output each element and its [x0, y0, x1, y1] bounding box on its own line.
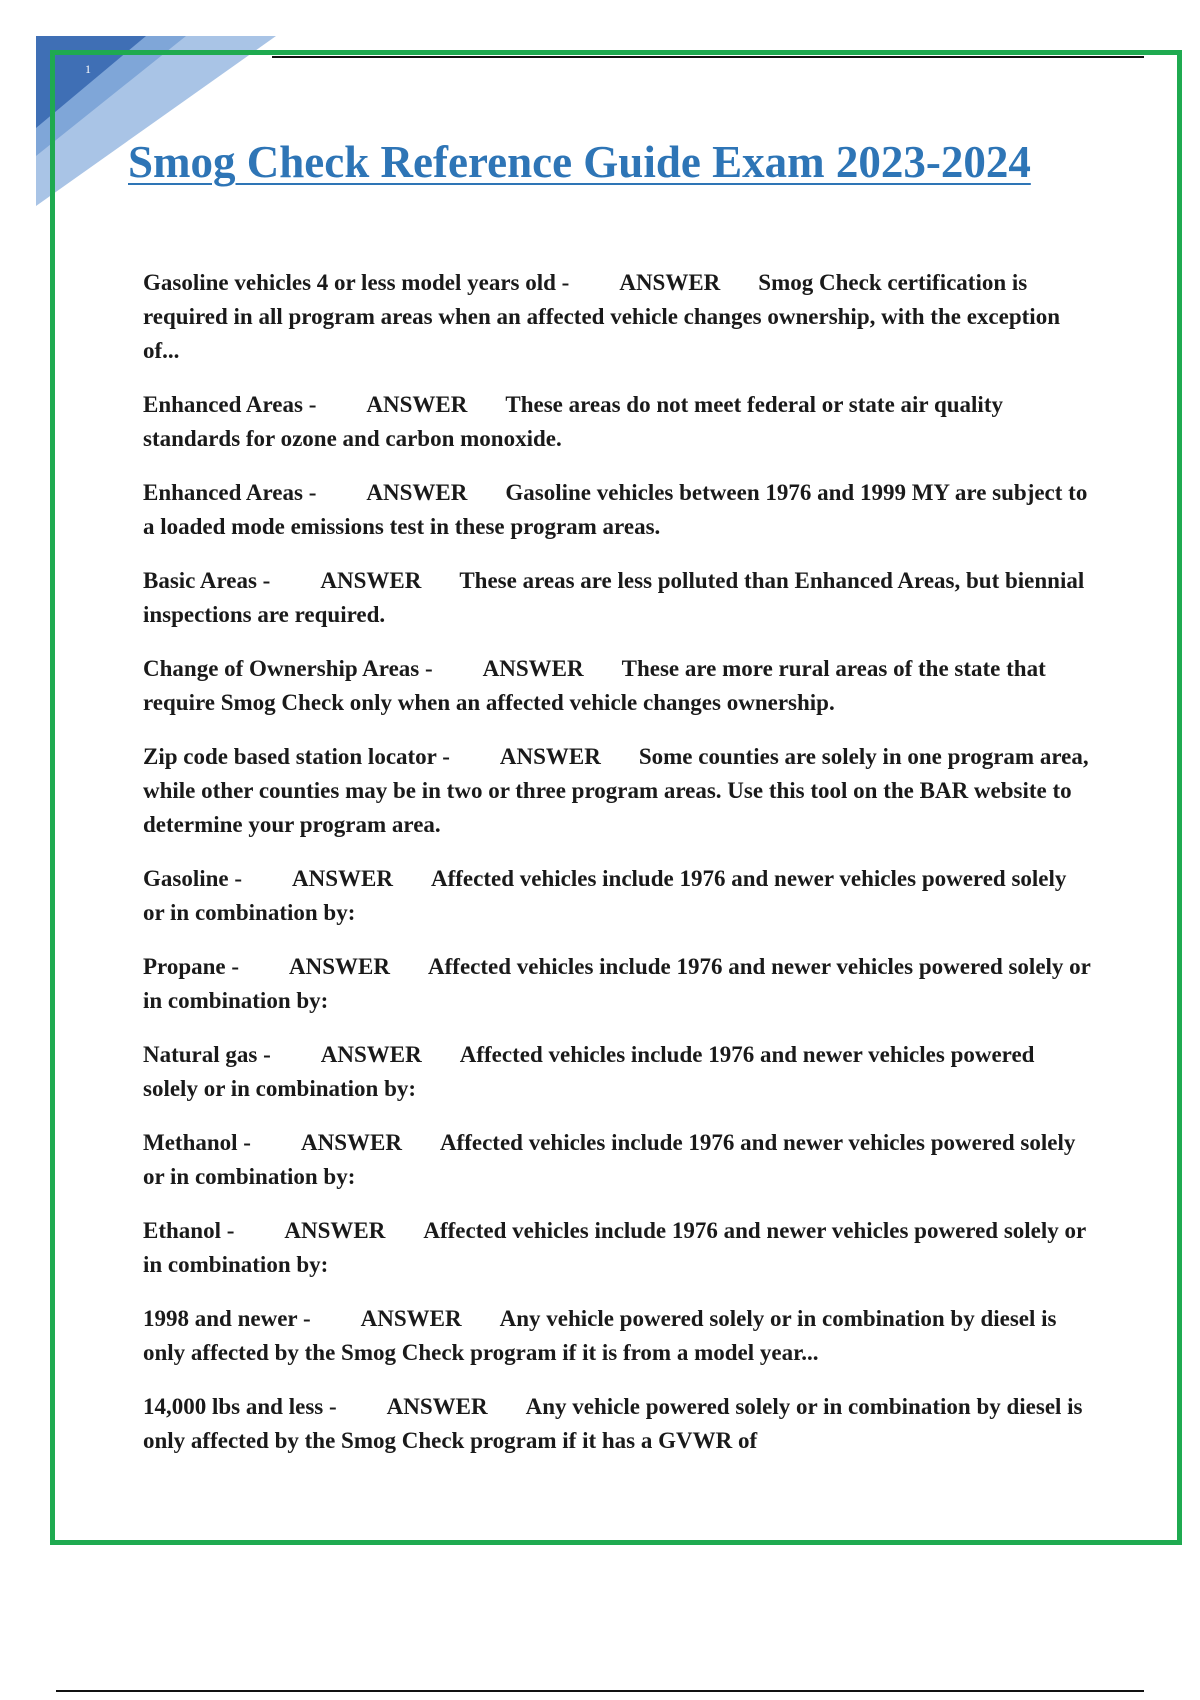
answer-label: ANSWER — [292, 866, 393, 891]
qa-answer: Affected vehicles include 1976 and newer vehicles powered solely or in combination by: — [143, 1042, 1035, 1101]
qa-entry — [143, 1214, 1093, 1282]
qa-term: Methanol - — [143, 1130, 251, 1155]
qa-entry — [143, 476, 1093, 544]
qa-answer: Affected vehicles include 1976 and newer vehicles powered solely or in combination by: — [143, 954, 1091, 1013]
qa-entry — [143, 388, 1093, 456]
qa-entry — [143, 740, 1093, 842]
answer-label: ANSWER — [320, 568, 422, 593]
answer-label: ANSWER — [386, 1394, 488, 1419]
qa-entry — [143, 1038, 1093, 1106]
qa-entry — [143, 266, 1093, 368]
answer-label: ANSWER — [482, 656, 584, 681]
qa-term: Change of Ownership Areas - — [143, 656, 433, 681]
qa-answer: Gasoline vehicles between 1976 and 1999 MY are subject to a loaded mode emissions test in these program areas. — [143, 480, 1088, 539]
qa-answer: Affected vehicles include 1976 and newer vehicles powered solely or in combination by: — [143, 866, 1067, 925]
qa-answer: Any vehicle powered solely or in combination by diesel is only affected by the Smog Check program if it is from a model year... — [143, 1306, 1057, 1365]
qa-term: Basic Areas - — [143, 568, 271, 593]
answer-label: ANSWER — [366, 480, 468, 505]
answer-label: ANSWER — [499, 744, 601, 769]
footer-rule — [56, 1690, 1144, 1692]
page-number: 1 — [85, 62, 91, 76]
document-title: Smog Check Reference Guide Exam 2023-2024 — [128, 137, 1031, 187]
answer-label: ANSWER — [366, 392, 468, 417]
qa-answer: Smog Check certification is required in all program areas when an affected vehicle changes ownership, with the exception of... — [143, 270, 1060, 363]
qa-term: 14,000 lbs and less - — [143, 1394, 337, 1419]
qa-entry — [143, 862, 1093, 930]
qa-entry — [143, 652, 1093, 720]
qa-term: Enhanced Areas - — [143, 480, 317, 505]
answer-label: ANSWER — [320, 1042, 422, 1067]
qa-term: Gasoline vehicles 4 or less model years old - — [143, 270, 570, 295]
qa-list — [143, 266, 1093, 1478]
qa-term: Enhanced Areas - — [143, 392, 317, 417]
qa-term: 1998 and newer - — [143, 1306, 311, 1331]
qa-entry — [143, 1126, 1093, 1194]
answer-label: ANSWER — [289, 954, 391, 979]
header-rule — [272, 56, 1144, 58]
answer-label: ANSWER — [300, 1130, 402, 1155]
answer-label: ANSWER — [619, 270, 721, 295]
qa-term: Propane - — [143, 954, 240, 979]
qa-answer: Some counties are solely in one program area, while other counties may be in two or three program areas. Use this tool on the BAR website to determine your program area. — [143, 744, 1089, 837]
answer-label: ANSWER — [284, 1218, 386, 1243]
qa-answer: These areas are less polluted than Enhanced Areas, but biennial inspections are required. — [143, 568, 1085, 627]
qa-entry — [143, 950, 1093, 1018]
qa-answer: Affected vehicles include 1976 and newer vehicles powered solely or in combination by: — [143, 1218, 1086, 1277]
qa-term: Zip code based station locator - — [143, 744, 450, 769]
qa-answer: Any vehicle powered solely or in combination by diesel is only affected by the Smog Check program if it has a GVWR of — [143, 1394, 1083, 1453]
qa-term: Gasoline - — [143, 866, 243, 891]
qa-entry — [143, 564, 1093, 632]
qa-term: Natural gas - — [143, 1042, 271, 1067]
qa-term: Ethanol - — [143, 1218, 235, 1243]
qa-entry — [143, 1390, 1093, 1458]
answer-label: ANSWER — [360, 1306, 462, 1331]
qa-answer: These are more rural areas of the state that require Smog Check only when an affected vehicle changes ownership. — [143, 656, 1046, 715]
qa-answer: These areas do not meet federal or state air quality standards for ozone and carbon monoxide. — [143, 392, 1003, 451]
qa-entry — [143, 1302, 1093, 1370]
qa-answer: Affected vehicles include 1976 and newer vehicles powered solely or in combination by: — [143, 1130, 1076, 1189]
